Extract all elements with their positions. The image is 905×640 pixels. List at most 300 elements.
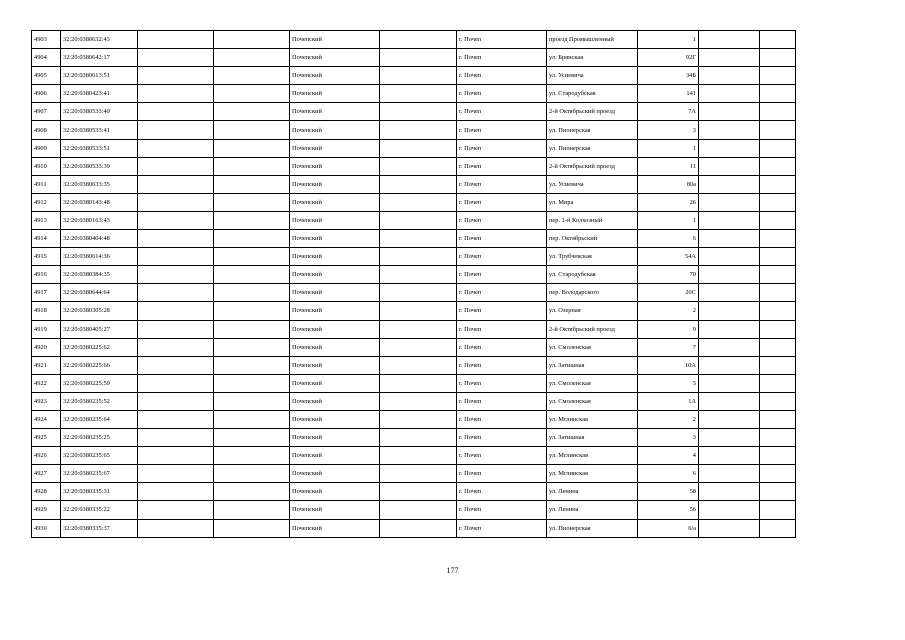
empty-cell [214, 374, 290, 392]
empty-cell [699, 284, 760, 302]
cadastral-number-cell: 32:20:0380143:48 [61, 193, 138, 211]
empty-cell [380, 356, 457, 374]
city-cell: г. Почеп [457, 85, 547, 103]
table-row [32, 392, 796, 410]
cadastral-number-cell: 32:20:0380225:59 [61, 374, 138, 392]
empty-cell [380, 410, 457, 428]
empty-cell [214, 139, 290, 157]
empty-cell [760, 175, 796, 193]
district-cell: Почепский [290, 67, 380, 85]
district-cell: Почепский [290, 302, 380, 320]
empty-cell [760, 284, 796, 302]
empty-cell [380, 248, 457, 266]
row-number-cell: 4923 [32, 392, 61, 410]
empty-cell [699, 410, 760, 428]
row-number-cell: 4911 [32, 175, 61, 193]
cadastral-number-cell: 32:20:0380533:39 [61, 157, 138, 175]
empty-cell [760, 248, 796, 266]
house-number-cell: 80а [638, 175, 699, 193]
empty-cell [380, 266, 457, 284]
street-cell: 2-й Октябрьский проезд [547, 320, 638, 338]
city-cell: г. Почеп [457, 157, 547, 175]
empty-cell [760, 429, 796, 447]
empty-cell [699, 266, 760, 284]
empty-cell [380, 67, 457, 85]
empty-cell [699, 374, 760, 392]
empty-cell [699, 230, 760, 248]
cadastral-number-cell: 32:20:0380335:22 [61, 501, 138, 519]
empty-cell [214, 465, 290, 483]
empty-cell [214, 103, 290, 121]
house-number-cell: 56 [638, 501, 699, 519]
street-cell: ул. Усиевича [547, 67, 638, 85]
city-cell: г. Почеп [457, 284, 547, 302]
empty-cell [380, 85, 457, 103]
row-number-cell: 4921 [32, 356, 61, 374]
table-row [32, 211, 796, 229]
empty-cell [380, 139, 457, 157]
empty-cell [380, 103, 457, 121]
empty-cell [760, 121, 796, 139]
district-cell: Почепский [290, 85, 380, 103]
empty-cell [214, 121, 290, 139]
house-number-cell: 1А [638, 392, 699, 410]
table-row [32, 31, 796, 49]
empty-cell [214, 284, 290, 302]
empty-cell [699, 429, 760, 447]
district-cell: Почепский [290, 320, 380, 338]
district-cell: Почепский [290, 429, 380, 447]
cadastral-number-cell: 32:20:0380235:65 [61, 447, 138, 465]
cadastral-number-cell: 32:20:0380335:31 [61, 483, 138, 501]
street-cell: ул. Пионерская [547, 139, 638, 157]
empty-cell [138, 447, 214, 465]
empty-cell [214, 429, 290, 447]
empty-cell [138, 49, 214, 67]
empty-cell [138, 248, 214, 266]
empty-cell [138, 320, 214, 338]
house-number-cell: 6 [638, 465, 699, 483]
empty-cell [214, 248, 290, 266]
street-cell: 2-й Октябрьский проезд [547, 157, 638, 175]
empty-cell [760, 410, 796, 428]
city-cell: г. Почеп [457, 103, 547, 121]
city-cell: г. Почеп [457, 193, 547, 211]
empty-cell [699, 483, 760, 501]
house-number-cell: 34Б [638, 67, 699, 85]
empty-cell [214, 31, 290, 49]
street-cell: ул. Стародубская [547, 266, 638, 284]
empty-cell [380, 157, 457, 175]
empty-cell [138, 85, 214, 103]
table-row [32, 85, 796, 103]
cadastral-number-cell: 32:20:0380533:40 [61, 103, 138, 121]
street-cell: проезд Промышленный [547, 31, 638, 49]
district-cell: Почепский [290, 193, 380, 211]
empty-cell [214, 338, 290, 356]
empty-cell [760, 392, 796, 410]
empty-cell [138, 483, 214, 501]
empty-cell [760, 266, 796, 284]
house-number-cell: 7 [638, 338, 699, 356]
street-cell: ул. Затишная [547, 429, 638, 447]
empty-cell [699, 121, 760, 139]
district-cell: Почепский [290, 230, 380, 248]
street-cell: ул. Мглинская [547, 447, 638, 465]
house-number-cell: 2 [638, 302, 699, 320]
empty-cell [380, 374, 457, 392]
cadastral-number-cell: 32:20:0380225:66 [61, 356, 138, 374]
street-cell: ул. Смоленская [547, 392, 638, 410]
empty-cell [138, 392, 214, 410]
empty-cell [380, 447, 457, 465]
row-number-cell: 4917 [32, 284, 61, 302]
city-cell: г. Почеп [457, 320, 547, 338]
empty-cell [138, 429, 214, 447]
district-cell: Почепский [290, 465, 380, 483]
cadastral-number-cell: 32:20:0380632:43 [61, 31, 138, 49]
row-number-cell: 4916 [32, 266, 61, 284]
empty-cell [760, 49, 796, 67]
house-number-cell: 92Г [638, 49, 699, 67]
district-cell: Почепский [290, 248, 380, 266]
street-cell: ул. Пионерская [547, 121, 638, 139]
empty-cell [760, 501, 796, 519]
empty-cell [138, 356, 214, 374]
table-row [32, 121, 796, 139]
house-number-cell: 1 [638, 211, 699, 229]
empty-cell [214, 483, 290, 501]
empty-cell [214, 85, 290, 103]
empty-cell [214, 501, 290, 519]
empty-cell [138, 67, 214, 85]
empty-cell [760, 67, 796, 85]
empty-cell [138, 193, 214, 211]
empty-cell [138, 175, 214, 193]
row-number-cell: 4925 [32, 429, 61, 447]
district-cell: Почепский [290, 284, 380, 302]
empty-cell [699, 157, 760, 175]
street-cell: ул. Пионерская [547, 519, 638, 537]
row-number-cell: 4908 [32, 121, 61, 139]
empty-cell [699, 103, 760, 121]
table-row [32, 67, 796, 85]
empty-cell [138, 410, 214, 428]
empty-cell [214, 356, 290, 374]
row-number-cell: 4903 [32, 31, 61, 49]
city-cell: г. Почеп [457, 139, 547, 157]
empty-cell [214, 49, 290, 67]
district-cell: Почепский [290, 410, 380, 428]
table-row [32, 338, 796, 356]
empty-cell [214, 392, 290, 410]
district-cell: Почепский [290, 501, 380, 519]
row-number-cell: 4926 [32, 447, 61, 465]
city-cell: г. Почеп [457, 248, 547, 266]
empty-cell [214, 175, 290, 193]
district-cell: Почепский [290, 338, 380, 356]
empty-cell [760, 320, 796, 338]
cadastral-number-cell: 32:20:0380225:62 [61, 338, 138, 356]
table-row [32, 320, 796, 338]
house-number-cell: 58 [638, 483, 699, 501]
city-cell: г. Почеп [457, 175, 547, 193]
empty-cell [760, 85, 796, 103]
empty-cell [138, 103, 214, 121]
district-cell: Почепский [290, 483, 380, 501]
empty-cell [760, 483, 796, 501]
house-number-cell: 6 [638, 230, 699, 248]
city-cell: г. Почеп [457, 429, 547, 447]
street-cell: ул. Смоленская [547, 338, 638, 356]
empty-cell [214, 410, 290, 428]
row-number-cell: 4907 [32, 103, 61, 121]
city-cell: г. Почеп [457, 465, 547, 483]
table-row [32, 284, 796, 302]
empty-cell [760, 31, 796, 49]
cadastral-number-cell: 32:20:0380642:17 [61, 49, 138, 67]
empty-cell [760, 465, 796, 483]
empty-cell [760, 302, 796, 320]
district-cell: Почепский [290, 392, 380, 410]
street-cell: ул. Затишная [547, 356, 638, 374]
city-cell: г. Почеп [457, 410, 547, 428]
row-number-cell: 4930 [32, 519, 61, 537]
district-cell: Почепский [290, 121, 380, 139]
empty-cell [138, 121, 214, 139]
row-number-cell: 4929 [32, 501, 61, 519]
district-cell: Почепский [290, 374, 380, 392]
house-number-cell: 10А [638, 356, 699, 374]
empty-cell [380, 392, 457, 410]
row-number-cell: 4919 [32, 320, 61, 338]
cadastral-number-cell: 32:20:0380533:51 [61, 139, 138, 157]
empty-cell [699, 465, 760, 483]
street-cell: ул. Стародубская [547, 85, 638, 103]
table-row [32, 519, 796, 537]
district-cell: Почепский [290, 103, 380, 121]
empty-cell [699, 302, 760, 320]
city-cell: г. Почеп [457, 211, 547, 229]
empty-cell [699, 67, 760, 85]
table-row [32, 103, 796, 121]
empty-cell [380, 175, 457, 193]
street-cell: пер. Володарского [547, 284, 638, 302]
house-number-cell: 11 [638, 157, 699, 175]
house-number-cell: 2 [638, 410, 699, 428]
district-cell: Почепский [290, 211, 380, 229]
row-number-cell: 4913 [32, 211, 61, 229]
cadastral-number-cell: 32:20:0380235:52 [61, 392, 138, 410]
district-cell: Почепский [290, 157, 380, 175]
cadastral-number-cell: 32:20:0380533:41 [61, 121, 138, 139]
city-cell: г. Почеп [457, 447, 547, 465]
empty-cell [138, 139, 214, 157]
table-row [32, 356, 796, 374]
cadastral-number-cell: 32:20:0380613:51 [61, 67, 138, 85]
table-row [32, 374, 796, 392]
empty-cell [380, 193, 457, 211]
empty-cell [760, 211, 796, 229]
street-cell: 2-й Октябрьский проезд [547, 103, 638, 121]
empty-cell [380, 519, 457, 537]
row-number-cell: 4910 [32, 157, 61, 175]
cadastral-number-cell: 32:20:0380235:67 [61, 465, 138, 483]
row-number-cell: 4915 [32, 248, 61, 266]
empty-cell [760, 139, 796, 157]
house-number-cell: 6/а [638, 519, 699, 537]
house-number-cell: 54А [638, 248, 699, 266]
row-number-cell: 4924 [32, 410, 61, 428]
city-cell: г. Почеп [457, 302, 547, 320]
table-row [32, 302, 796, 320]
house-number-cell: 9 [638, 320, 699, 338]
district-cell: Почепский [290, 31, 380, 49]
cadastral-number-cell: 32:20:0380405:27 [61, 320, 138, 338]
empty-cell [214, 447, 290, 465]
empty-cell [699, 248, 760, 266]
empty-cell [699, 85, 760, 103]
street-cell: ул. Смоленская [547, 374, 638, 392]
street-cell: ул. Трубчевская [547, 248, 638, 266]
empty-cell [380, 230, 457, 248]
cadastral-number-cell: 32:20:0380404:48 [61, 230, 138, 248]
house-number-cell: 4 [638, 447, 699, 465]
table-row [32, 230, 796, 248]
street-cell: пер. Октябрьский [547, 230, 638, 248]
empty-cell [138, 284, 214, 302]
empty-cell [380, 465, 457, 483]
empty-cell [138, 501, 214, 519]
city-cell: г. Почеп [457, 483, 547, 501]
table-row [32, 465, 796, 483]
records-table [31, 30, 796, 538]
empty-cell [214, 193, 290, 211]
empty-cell [699, 447, 760, 465]
street-cell: ул. Мглинская [547, 410, 638, 428]
row-number-cell: 4904 [32, 49, 61, 67]
city-cell: г. Почеп [457, 519, 547, 537]
empty-cell [760, 374, 796, 392]
house-number-cell: 3 [638, 429, 699, 447]
empty-cell [760, 193, 796, 211]
city-cell: г. Почеп [457, 374, 547, 392]
empty-cell [699, 211, 760, 229]
page-number: 177 [446, 566, 459, 575]
table-row [32, 483, 796, 501]
city-cell: г. Почеп [457, 49, 547, 67]
district-cell: Почепский [290, 139, 380, 157]
table-row [32, 49, 796, 67]
cadastral-number-cell: 32:20:0380235:25 [61, 429, 138, 447]
district-cell: Почепский [290, 356, 380, 374]
row-number-cell: 4920 [32, 338, 61, 356]
empty-cell [138, 157, 214, 175]
table-row [32, 157, 796, 175]
empty-cell [380, 320, 457, 338]
row-number-cell: 4927 [32, 465, 61, 483]
empty-cell [760, 447, 796, 465]
empty-cell [380, 483, 457, 501]
empty-cell [214, 519, 290, 537]
empty-cell [380, 302, 457, 320]
house-number-cell: 7А [638, 103, 699, 121]
district-cell: Почепский [290, 266, 380, 284]
empty-cell [138, 211, 214, 229]
empty-cell [699, 356, 760, 374]
cadastral-number-cell: 32:20:0380163:43 [61, 211, 138, 229]
empty-cell [380, 31, 457, 49]
cadastral-number-cell: 32:20:0380305:28 [61, 302, 138, 320]
empty-cell [699, 31, 760, 49]
row-number-cell: 4909 [32, 139, 61, 157]
district-cell: Почепский [290, 175, 380, 193]
empty-cell [699, 392, 760, 410]
empty-cell [138, 31, 214, 49]
cadastral-number-cell: 32:20:0380633:35 [61, 175, 138, 193]
table-row [32, 501, 796, 519]
house-number-cell: 20С [638, 284, 699, 302]
city-cell: г. Почеп [457, 392, 547, 410]
house-number-cell: 5 [638, 374, 699, 392]
cadastral-number-cell: 32:20:0380235:64 [61, 410, 138, 428]
empty-cell [138, 465, 214, 483]
table-row [32, 429, 796, 447]
district-cell: Почепский [290, 519, 380, 537]
street-cell: ул. Мглинская [547, 465, 638, 483]
street-cell: ул. Озерная [547, 302, 638, 320]
table-row [32, 447, 796, 465]
empty-cell [760, 519, 796, 537]
empty-cell [380, 429, 457, 447]
empty-cell [380, 211, 457, 229]
street-cell: ул. Ленина [547, 483, 638, 501]
table-row [32, 139, 796, 157]
street-cell: ул. Ленина [547, 501, 638, 519]
empty-cell [380, 49, 457, 67]
empty-cell [760, 103, 796, 121]
empty-cell [214, 67, 290, 85]
empty-cell [699, 139, 760, 157]
table-row [32, 266, 796, 284]
street-cell: пер. 1-й Колхозный [547, 211, 638, 229]
cadastral-number-cell: 32:20:0380423:41 [61, 85, 138, 103]
table-row [32, 248, 796, 266]
empty-cell [699, 193, 760, 211]
empty-cell [214, 302, 290, 320]
empty-cell [699, 338, 760, 356]
empty-cell [214, 211, 290, 229]
empty-cell [760, 230, 796, 248]
row-number-cell: 4906 [32, 85, 61, 103]
row-number-cell: 4914 [32, 230, 61, 248]
empty-cell [699, 519, 760, 537]
district-cell: Почепский [290, 49, 380, 67]
city-cell: г. Почеп [457, 230, 547, 248]
empty-cell [380, 284, 457, 302]
house-number-cell: 70 [638, 266, 699, 284]
city-cell: г. Почеп [457, 266, 547, 284]
house-number-cell: 1 [638, 139, 699, 157]
empty-cell [380, 501, 457, 519]
street-cell: ул. Мира [547, 193, 638, 211]
empty-cell [138, 519, 214, 537]
cadastral-number-cell: 32:20:0380644:64 [61, 284, 138, 302]
empty-cell [699, 175, 760, 193]
empty-cell [138, 302, 214, 320]
empty-cell [138, 338, 214, 356]
row-number-cell: 4912 [32, 193, 61, 211]
